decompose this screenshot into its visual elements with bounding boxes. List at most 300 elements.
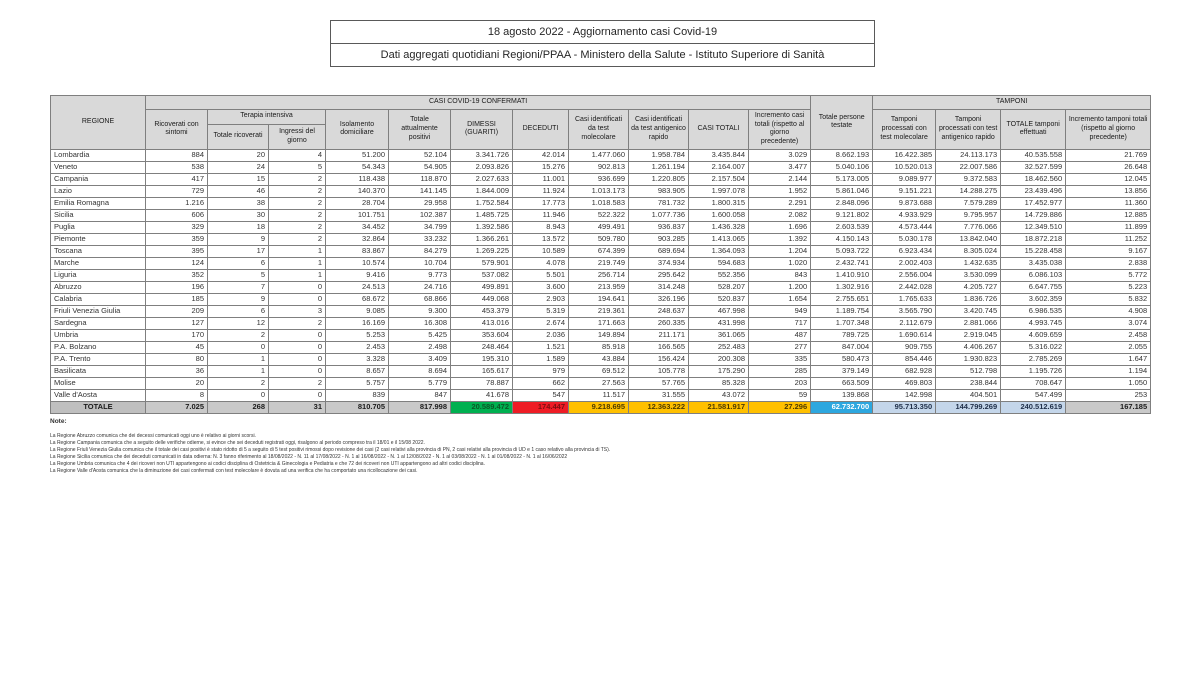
data-cell: 149.894 [569, 329, 629, 341]
data-cell: 1.765.633 [873, 293, 936, 305]
data-cell: 1.844.009 [451, 185, 513, 197]
data-cell: 4.078 [513, 257, 569, 269]
notes-section [50, 418, 1160, 475]
data-cell: 118.438 [326, 173, 389, 185]
data-cell: 14.729.886 [1001, 209, 1066, 221]
totals-cell: 268 [208, 401, 269, 413]
totals-cell: 9.218.695 [569, 401, 629, 413]
data-cell: 12.885 [1066, 209, 1151, 221]
table-row [51, 197, 1151, 209]
data-cell: 2.164.007 [689, 161, 749, 173]
data-cell: 141.145 [389, 185, 451, 197]
data-cell: 14.288.275 [936, 185, 1001, 197]
data-cell: 2 [269, 173, 326, 185]
region-name-cell: Veneto [51, 161, 146, 173]
data-cell: 219.361 [569, 305, 629, 317]
data-cell: 4 [269, 149, 326, 161]
data-cell: 547 [513, 389, 569, 401]
data-cell: 27.563 [569, 377, 629, 389]
data-cell: 2.055 [1066, 341, 1151, 353]
data-cell: 31.555 [629, 389, 689, 401]
data-cell: 80 [146, 353, 208, 365]
data-cell: 5 [269, 161, 326, 173]
data-cell: 1.195.726 [1001, 365, 1066, 377]
data-cell: 453.379 [451, 305, 513, 317]
data-cell: 15 [208, 173, 269, 185]
data-cell: 24 [208, 161, 269, 173]
col-header-tamponi-molecolare: Tamponi processati con test molecolare [873, 109, 936, 149]
data-cell: 11.517 [569, 389, 629, 401]
table-row [51, 341, 1151, 353]
data-cell: 26.648 [1066, 161, 1151, 173]
data-cell: 5 [208, 269, 269, 281]
data-cell: 51.200 [326, 149, 389, 161]
data-cell: 538 [146, 161, 208, 173]
table-row [51, 257, 1151, 269]
data-cell: 9.773 [389, 269, 451, 281]
data-cell: 69.512 [569, 365, 629, 377]
data-cell: 260.335 [629, 317, 689, 329]
col-header-ti-totale: Totale ricoverati [208, 124, 269, 149]
data-cell: 1.216 [146, 197, 208, 209]
data-cell: 57.765 [629, 377, 689, 389]
note-item: La Regione Abruzzo comunica che dei decessi comunicati oggi uno è relativo ai giorni scorsi. [50, 433, 256, 439]
data-cell: 1.521 [513, 341, 569, 353]
region-name-cell: P.A. Trento [51, 353, 146, 365]
table-row [51, 269, 1151, 281]
data-cell: 6 [208, 305, 269, 317]
data-cell: 8 [146, 389, 208, 401]
data-cell: 329 [146, 221, 208, 233]
data-cell: 2.674 [513, 317, 569, 329]
data-cell: 10.589 [513, 245, 569, 257]
data-cell: 1.690.614 [873, 329, 936, 341]
data-cell: 2.082 [749, 209, 811, 221]
data-cell: 140.370 [326, 185, 389, 197]
data-cell: 1.654 [749, 293, 811, 305]
data-cell: 11.946 [513, 209, 569, 221]
data-cell: 9.167 [1066, 245, 1151, 257]
data-cell: 1.302.916 [811, 281, 873, 293]
totals-row [51, 401, 1151, 413]
region-name-cell: Sardegna [51, 317, 146, 329]
data-cell: 839 [326, 389, 389, 401]
data-cell: 2.556.004 [873, 269, 936, 281]
data-cell: 52.104 [389, 149, 451, 161]
data-cell: 22.007.586 [936, 161, 1001, 173]
data-cell: 0 [269, 341, 326, 353]
data-cell: 2.157.504 [689, 173, 749, 185]
data-cell: 2.881.066 [936, 317, 1001, 329]
data-cell: 2.785.269 [1001, 353, 1066, 365]
data-cell: 594.683 [689, 257, 749, 269]
data-cell: 10.574 [326, 257, 389, 269]
data-cell: 2.093.826 [451, 161, 513, 173]
data-cell: 1.589 [513, 353, 569, 365]
region-name-cell: Basilicata [51, 365, 146, 377]
data-cell: 256.714 [569, 269, 629, 281]
title-line-1: 18 agosto 2022 - Aggiornamento casi Covid-19 [331, 21, 874, 44]
data-cell: 5.319 [513, 305, 569, 317]
data-cell: 209 [146, 305, 208, 317]
data-cell: 2.903 [513, 293, 569, 305]
data-cell: 18.872.218 [1001, 233, 1066, 245]
data-cell: 1 [208, 365, 269, 377]
totals-cell: 167.185 [1066, 401, 1151, 413]
data-cell: 1.930.823 [936, 353, 1001, 365]
data-cell: 2.036 [513, 329, 569, 341]
data-cell: 139.868 [811, 389, 873, 401]
data-cell: 5.173.005 [811, 173, 873, 185]
col-header-regione: REGIONE [51, 96, 146, 150]
table-row [51, 245, 1151, 257]
data-cell: 1.485.725 [451, 209, 513, 221]
data-cell: 43.884 [569, 353, 629, 365]
data-cell: 127 [146, 317, 208, 329]
data-cell: 522.322 [569, 209, 629, 221]
region-name-cell: Puglia [51, 221, 146, 233]
data-cell: 361.065 [689, 329, 749, 341]
data-cell: 9.416 [326, 269, 389, 281]
data-cell: 884 [146, 149, 208, 161]
data-cell: 1.018.583 [569, 197, 629, 209]
col-header-casi-molecolare: Casi identificati da test molecolare [569, 109, 629, 149]
data-cell: 781.732 [629, 197, 689, 209]
data-cell: 2.838 [1066, 257, 1151, 269]
table-row [51, 281, 1151, 293]
data-cell: 17.773 [513, 197, 569, 209]
data-cell: 0 [269, 353, 326, 365]
data-cell: 2 [269, 233, 326, 245]
data-cell: 2.442.028 [873, 281, 936, 293]
data-cell: 3.074 [1066, 317, 1151, 329]
data-cell: 7.579.289 [936, 197, 1001, 209]
col-header-casi-antigenico: Casi identificati da test antigenico rapido [629, 109, 689, 149]
data-cell: 118.870 [389, 173, 451, 185]
data-cell: 85.918 [569, 341, 629, 353]
data-cell: 5.223 [1066, 281, 1151, 293]
data-cell: 3.409 [389, 353, 451, 365]
data-cell: 0 [269, 281, 326, 293]
data-cell: 2 [208, 329, 269, 341]
data-cell: 4.573.444 [873, 221, 936, 233]
data-cell: 252.483 [689, 341, 749, 353]
data-cell: 663.509 [811, 377, 873, 389]
data-cell: 24.113.173 [936, 149, 1001, 161]
data-cell: 2 [269, 377, 326, 389]
data-cell: 16.422.385 [873, 149, 936, 161]
totals-cell: 12.363.222 [629, 401, 689, 413]
data-cell: 1 [269, 257, 326, 269]
data-cell: 1.752.584 [451, 197, 513, 209]
data-cell: 413.016 [451, 317, 513, 329]
note-item: La Regione Umbria comunica che 4 dei ricoveri non UTI appartengono ai codici disciplina di Ostetricia & Ginecologia e Pediatria e che 72 dei ricoveri non UTI appartengono ad altri codici disciplina. [50, 461, 485, 467]
data-cell: 1.200 [749, 281, 811, 293]
data-cell: 2.002.403 [873, 257, 936, 269]
data-cell: 789.725 [811, 329, 873, 341]
data-cell: 9.151.221 [873, 185, 936, 197]
data-cell: 1.477.060 [569, 149, 629, 161]
data-cell: 23.439.496 [1001, 185, 1066, 197]
data-cell: 2 [269, 317, 326, 329]
data-cell: 936.837 [629, 221, 689, 233]
data-cell: 2.755.651 [811, 293, 873, 305]
data-cell: 10.704 [389, 257, 451, 269]
data-cell: 1.707.348 [811, 317, 873, 329]
col-header-casi-totali: CASI TOTALI [689, 109, 749, 149]
data-cell: 689.694 [629, 245, 689, 257]
note-item: La Regione Sicilia comunica che dei deceduti comunicati in data odierna: N. 3 fanno riferimento al 18/08/2022 - N. 11 al 17/08/2022 - N. 1 al 16/08/2022 - N. 1 al 12/08/2022 - N. 1 al 03/08/2022 - N. 1 al 01/08/2022 - N. 1 al 16/06/2022 [50, 454, 568, 460]
data-cell: 4.609.659 [1001, 329, 1066, 341]
data-cell: 2 [208, 377, 269, 389]
data-cell: 15.276 [513, 161, 569, 173]
data-cell: 379.149 [811, 365, 873, 377]
region-name-cell: Friuli Venezia Giulia [51, 305, 146, 317]
table-row [51, 209, 1151, 221]
data-cell: 142.998 [873, 389, 936, 401]
data-cell: 59 [749, 389, 811, 401]
totals-cell: 21.581.917 [689, 401, 749, 413]
data-cell: 17.452.977 [1001, 197, 1066, 209]
data-cell: 2 [269, 221, 326, 233]
data-cell: 277 [749, 341, 811, 353]
data-cell: 949 [749, 305, 811, 317]
totals-cell: 810.705 [326, 401, 389, 413]
region-name-cell: Emilia Romagna [51, 197, 146, 209]
data-cell: 847.004 [811, 341, 873, 353]
data-cell: 1.020 [749, 257, 811, 269]
data-cell: 0 [269, 365, 326, 377]
data-cell: 1.269.225 [451, 245, 513, 257]
table-row [51, 305, 1151, 317]
col-header-isolamento: Isolamento domiciliare [326, 109, 389, 149]
data-cell: 101.751 [326, 209, 389, 221]
col-header-ricoverati: Ricoverati con sintomi [146, 109, 208, 149]
data-cell: 5.779 [389, 377, 451, 389]
data-cell: 404.501 [936, 389, 1001, 401]
col-header-dimessi: DIMESSI (GUARITI) [451, 109, 513, 149]
region-name-cell: Liguria [51, 269, 146, 281]
data-cell: 84.279 [389, 245, 451, 257]
data-cell: 1.436.328 [689, 221, 749, 233]
band-casi-confermati: CASI COVID-19 CONFERMATI [146, 96, 811, 110]
table-row [51, 233, 1151, 245]
data-cell: 674.399 [569, 245, 629, 257]
totals-label-cell: TOTALE [51, 401, 146, 413]
data-cell: 552.356 [689, 269, 749, 281]
data-cell: 1 [269, 269, 326, 281]
data-cell: 395 [146, 245, 208, 257]
data-cell: 3.435.038 [1001, 257, 1066, 269]
data-cell: 28.704 [326, 197, 389, 209]
data-cell: 8.694 [389, 365, 451, 377]
data-cell: 185 [146, 293, 208, 305]
region-name-cell: Lazio [51, 185, 146, 197]
table-row [51, 173, 1151, 185]
table-row [51, 389, 1151, 401]
data-cell: 1.392.586 [451, 221, 513, 233]
totals-cell: 31 [269, 401, 326, 413]
data-cell: 34.452 [326, 221, 389, 233]
totals-cell: 27.296 [749, 401, 811, 413]
data-cell: 2.919.045 [936, 329, 1001, 341]
data-cell: 717 [749, 317, 811, 329]
data-cell: 3.565.790 [873, 305, 936, 317]
table-body [51, 149, 1151, 413]
notes-title: Note: [50, 418, 67, 425]
data-cell: 170 [146, 329, 208, 341]
totals-cell: 817.998 [389, 401, 451, 413]
data-cell: 1.432.635 [936, 257, 1001, 269]
table-row [51, 293, 1151, 305]
totals-cell: 95.713.350 [873, 401, 936, 413]
data-cell: 1.364.093 [689, 245, 749, 257]
data-cell: 2.432.741 [811, 257, 873, 269]
data-cell: 40.535.558 [1001, 149, 1066, 161]
data-cell: 9.873.688 [873, 197, 936, 209]
data-cell: 5.253 [326, 329, 389, 341]
data-cell: 11.252 [1066, 233, 1151, 245]
col-header-terapia-intensiva: Terapia intensiva [208, 109, 326, 124]
data-cell: 1.800.315 [689, 197, 749, 209]
data-cell: 16.308 [389, 317, 451, 329]
data-cell: 499.491 [569, 221, 629, 233]
data-cell: 1.194 [1066, 365, 1151, 377]
data-cell: 196 [146, 281, 208, 293]
data-cell: 1.696 [749, 221, 811, 233]
data-cell: 33.232 [389, 233, 451, 245]
data-cell: 8.305.024 [936, 245, 1001, 257]
data-cell: 105.778 [629, 365, 689, 377]
data-cell: 5.040.106 [811, 161, 873, 173]
data-cell: 417 [146, 173, 208, 185]
data-cell: 936.699 [569, 173, 629, 185]
data-cell: 9.089.977 [873, 173, 936, 185]
data-cell: 2 [269, 185, 326, 197]
data-cell: 219.749 [569, 257, 629, 269]
data-cell: 2.603.539 [811, 221, 873, 233]
region-name-cell: Abruzzo [51, 281, 146, 293]
data-cell: 9.795.957 [936, 209, 1001, 221]
data-cell: 3.435.844 [689, 149, 749, 161]
data-cell: 0 [208, 341, 269, 353]
data-cell: 3.477 [749, 161, 811, 173]
data-cell: 213.959 [569, 281, 629, 293]
data-cell: 0 [269, 329, 326, 341]
data-cell: 54.905 [389, 161, 451, 173]
totals-cell: 174.447 [513, 401, 569, 413]
data-cell: 5.425 [389, 329, 451, 341]
data-cell: 682.928 [873, 365, 936, 377]
table-row [51, 377, 1151, 389]
data-cell: 211.171 [629, 329, 689, 341]
table-row [51, 353, 1151, 365]
data-cell: 847 [389, 389, 451, 401]
data-cell: 1.600.058 [689, 209, 749, 221]
data-cell: 2 [269, 209, 326, 221]
data-cell: 979 [513, 365, 569, 377]
region-name-cell: Umbria [51, 329, 146, 341]
data-cell: 314.248 [629, 281, 689, 293]
data-cell: 0 [269, 293, 326, 305]
data-cell: 4.908 [1066, 305, 1151, 317]
region-name-cell: Toscana [51, 245, 146, 257]
data-cell: 2 [269, 197, 326, 209]
data-cell: 729 [146, 185, 208, 197]
title-box [330, 20, 875, 67]
data-cell: 4.150.143 [811, 233, 873, 245]
region-name-cell: Calabria [51, 293, 146, 305]
data-cell: 352 [146, 269, 208, 281]
data-cell: 238.844 [936, 377, 1001, 389]
data-cell: 353.604 [451, 329, 513, 341]
data-cell: 2.848.096 [811, 197, 873, 209]
data-cell: 0 [208, 389, 269, 401]
data-cell: 1 [208, 353, 269, 365]
data-cell: 5.861.046 [811, 185, 873, 197]
data-cell: 708.647 [1001, 377, 1066, 389]
region-name-cell: P.A. Bolzano [51, 341, 146, 353]
data-cell: 166.565 [629, 341, 689, 353]
data-cell: 469.803 [873, 377, 936, 389]
covid-table [50, 95, 1151, 414]
table-row [51, 221, 1151, 233]
data-cell: 175.290 [689, 365, 749, 377]
data-cell: 248.637 [629, 305, 689, 317]
data-cell: 843 [749, 269, 811, 281]
col-header-ti-ingressi: Ingressi del giorno [269, 124, 326, 149]
data-cell: 6.647.755 [1001, 281, 1066, 293]
title-line-2: Dati aggregati quotidiani Regioni/PPAA - Ministero della Salute - Istituto Superiore di Sanità [380, 49, 825, 61]
data-cell: 15.228.458 [1001, 245, 1066, 257]
data-cell: 2.112.679 [873, 317, 936, 329]
data-cell: 1.050 [1066, 377, 1151, 389]
data-cell: 902.813 [569, 161, 629, 173]
data-cell: 20 [146, 377, 208, 389]
data-cell: 248.464 [451, 341, 513, 353]
data-cell: 431.998 [689, 317, 749, 329]
data-cell: 4.933.929 [873, 209, 936, 221]
data-cell: 3.602.359 [1001, 293, 1066, 305]
data-cell: 9 [208, 293, 269, 305]
data-cell: 7.776.066 [936, 221, 1001, 233]
data-cell: 5.316.022 [1001, 341, 1066, 353]
col-header-tamponi-antigenico: Tamponi processati con test antigenico rapido [936, 109, 1001, 149]
data-cell: 1.204 [749, 245, 811, 257]
data-cell: 3.600 [513, 281, 569, 293]
data-cell: 4.406.267 [936, 341, 1001, 353]
data-cell: 24.513 [326, 281, 389, 293]
data-cell: 909.755 [873, 341, 936, 353]
col-header-persone-testate: Totale persone testate [811, 96, 873, 150]
data-cell: 3.341.726 [451, 149, 513, 161]
col-header-deceduti: DECEDUTI [513, 109, 569, 149]
data-cell: 12.349.510 [1001, 221, 1066, 233]
totals-cell: 20.589.472 [451, 401, 513, 413]
data-cell: 36 [146, 365, 208, 377]
data-cell: 18.462.560 [1001, 173, 1066, 185]
data-cell: 29.958 [389, 197, 451, 209]
data-cell: 3.328 [326, 353, 389, 365]
data-cell: 41.678 [451, 389, 513, 401]
data-cell: 374.934 [629, 257, 689, 269]
data-cell: 54.343 [326, 161, 389, 173]
data-cell: 579.901 [451, 257, 513, 269]
data-cell: 4.993.745 [1001, 317, 1066, 329]
data-cell: 3.530.099 [936, 269, 1001, 281]
region-name-cell: Sicilia [51, 209, 146, 221]
data-cell: 13.856 [1066, 185, 1151, 197]
